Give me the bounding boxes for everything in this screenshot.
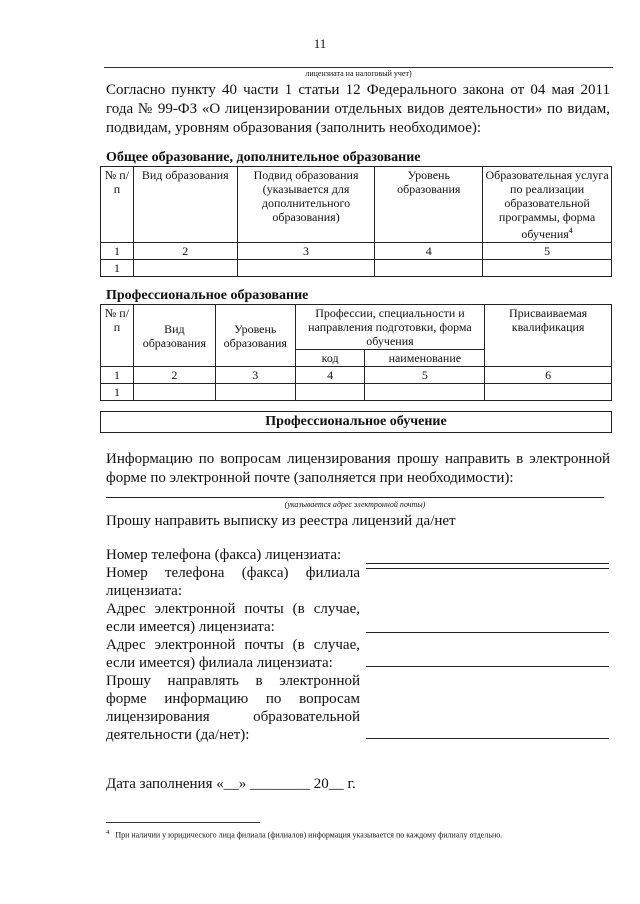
field-label-licensee-phone: Номер телефона (факса) лицензиата: xyxy=(106,547,342,563)
column-number: 6 xyxy=(485,367,612,384)
footnote xyxy=(106,829,606,840)
column-number: 3 xyxy=(237,243,375,260)
cell-subtype[interactable] xyxy=(237,260,375,277)
email-request-paragraph: Информацию по вопросам лицензирования прошу направить в электронной форме по электронной почте (заполняется при необходимости): xyxy=(106,451,610,486)
table-header-row xyxy=(101,305,612,350)
cell-service[interactable] xyxy=(483,260,612,277)
column-number: 1 xyxy=(101,367,134,384)
header-service-label: Образовательная услуга по реализации образовательной программы, форма обучения xyxy=(485,168,609,241)
header-number: № п/п xyxy=(101,305,134,367)
cell-name[interactable] xyxy=(365,384,485,401)
column-number: 5 xyxy=(483,243,612,260)
branch-email-input[interactable] xyxy=(366,648,609,667)
column-number: 1 xyxy=(101,243,134,260)
table-number-row xyxy=(101,367,612,384)
header-level: Уровень образования xyxy=(375,167,483,243)
header-number: № п/п xyxy=(101,167,134,243)
professional-training-table xyxy=(100,411,612,433)
header-qualification: Присваиваемая квалификация xyxy=(485,305,612,367)
table-number-row xyxy=(101,243,612,260)
fill-date-line: Дата заполнения «__» ________ 20__ г. xyxy=(106,776,356,792)
footnote-separator xyxy=(106,822,260,823)
header-type: Вид образования xyxy=(133,305,215,367)
footnote-mark: 4 xyxy=(106,829,110,836)
header-subtype: Подвид образования (указывается для дополнительного образования) xyxy=(237,167,375,243)
professional-training-heading: Профессиональное обучение xyxy=(101,412,612,433)
column-number: 3 xyxy=(215,367,295,384)
header-service xyxy=(483,167,612,243)
page-number: 11 xyxy=(313,36,327,51)
field-label-electronic-info: Прошу направлять в электронной форме информацию по вопросам лицензирования образовательной деятельности (да/нет): xyxy=(106,673,360,743)
cell-level[interactable] xyxy=(215,384,295,401)
cell-type[interactable] xyxy=(133,260,237,277)
field-label-licensee-email: Адрес электронной почты (в случае, если имеется) лицензиата: xyxy=(106,601,360,635)
professional-education-table xyxy=(100,304,612,401)
field-label-branch-phone: Номер телефона (факса) филиала лицензиата: xyxy=(106,565,360,599)
table-row xyxy=(101,384,612,401)
header-level: Уровень образования xyxy=(215,305,295,367)
column-number: 2 xyxy=(133,243,237,260)
header-professions: Профессии, специальности и направления подготовки, форма обучения xyxy=(295,305,484,350)
intro-paragraph: Согласно пункту 40 части 1 статьи 12 Федерального закона от 04 мая 2011 года № 99-ФЗ «О лицензировании отдельных видов деятельности» по видам, подвидам, уровням образования (заполнить необходимое): xyxy=(106,82,610,136)
cell-code[interactable] xyxy=(295,384,365,401)
branch-phone-input[interactable] xyxy=(366,551,609,569)
column-number: 5 xyxy=(365,367,485,384)
table-header-row xyxy=(101,167,612,243)
professional-education-heading: Профессиональное образование xyxy=(106,288,309,303)
header-type: Вид образования xyxy=(133,167,237,243)
email-caption: (указывается адрес электронной почты) xyxy=(284,500,426,509)
top-rule xyxy=(104,67,613,68)
extract-request: Прошу направить выписку из реестра лицензий да/нет xyxy=(106,513,456,529)
cell-qualification[interactable] xyxy=(485,384,612,401)
footnote-reference: 4 xyxy=(568,226,573,235)
cell-type[interactable] xyxy=(133,384,215,401)
column-number: 2 xyxy=(133,367,215,384)
column-number: 4 xyxy=(375,243,483,260)
column-number: 4 xyxy=(295,367,365,384)
licensee-email-input[interactable] xyxy=(366,614,609,633)
row-index: 1 xyxy=(101,384,134,401)
table-row xyxy=(101,260,612,277)
header-code: код xyxy=(295,350,365,367)
top-caption: лицензиата на налоговый учет) xyxy=(305,69,412,78)
field-label-branch-email: Адрес электронной почты (в случае, если имеется) филиала лицензиата: xyxy=(106,637,360,671)
email-input-line[interactable] xyxy=(106,484,604,498)
general-education-table xyxy=(100,166,612,277)
electronic-info-input[interactable] xyxy=(366,720,609,739)
general-education-heading: Общее образование, дополнительное образование xyxy=(106,150,421,165)
cell-level[interactable] xyxy=(375,260,483,277)
row-index: 1 xyxy=(101,260,134,277)
header-name: наименование xyxy=(365,350,485,367)
footnote-text: При наличии у юридического лица филиала (филиалов) информация указывается по каждому филиалу отдельно. xyxy=(115,830,503,840)
